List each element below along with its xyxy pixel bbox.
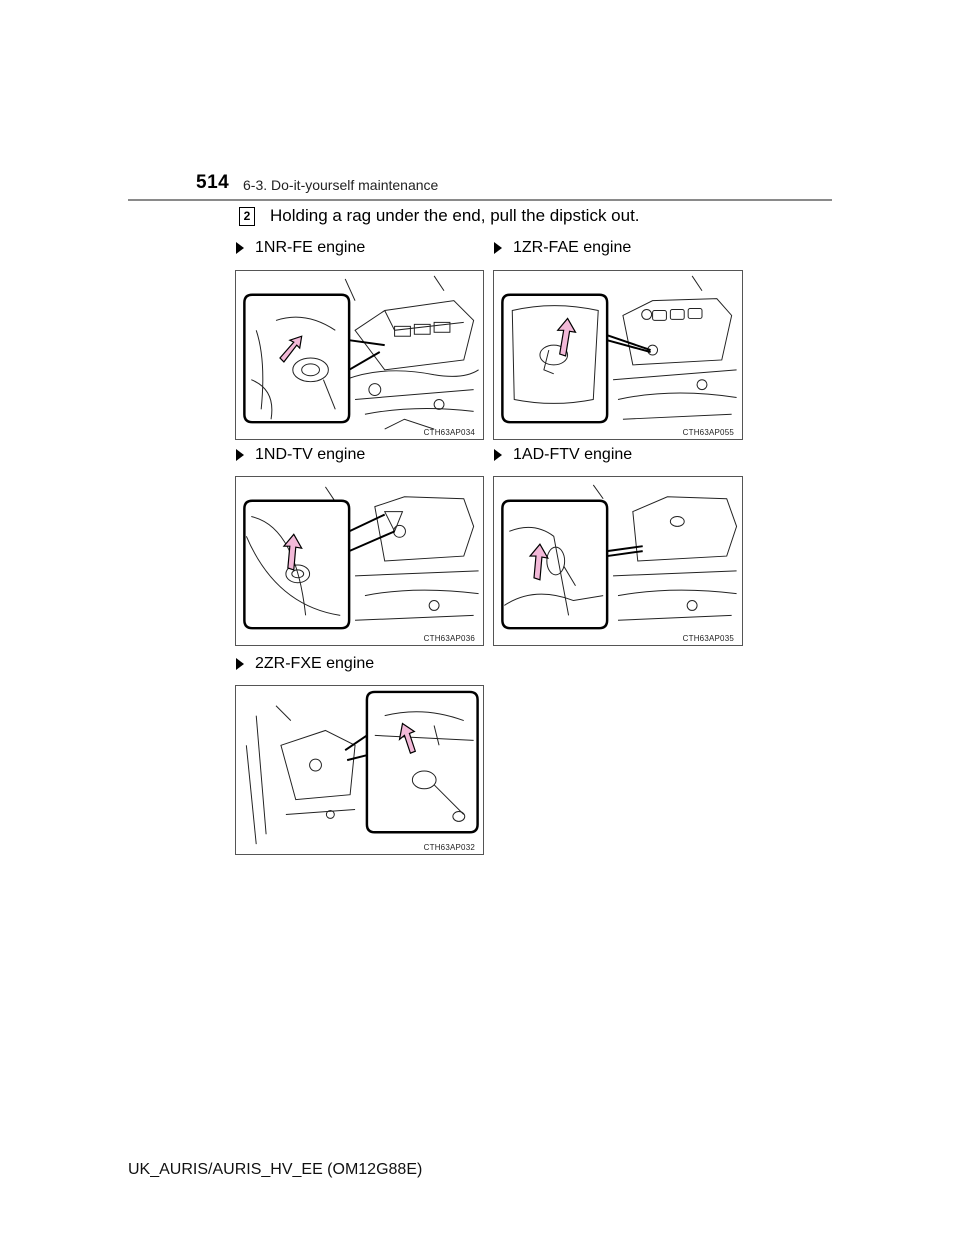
- engine-label-text: 1AD-FTV engine: [513, 446, 633, 463]
- engine-illustration: [236, 271, 483, 439]
- figure-2zr-fxe-engine: [235, 685, 484, 855]
- engine-illustration: [236, 686, 483, 854]
- header-divider: [128, 199, 832, 201]
- triangle-bullet-icon: [236, 242, 244, 254]
- engine-illustration: [494, 477, 742, 645]
- figure-code: CTH63AP034: [423, 428, 475, 437]
- page-number: 514: [196, 172, 230, 193]
- step-instruction: Holding a rag under the end, pull the dipstick out.: [270, 206, 640, 225]
- engine-label-text: 1ND-TV engine: [255, 446, 366, 463]
- engine-label-1nd-tv: [236, 446, 365, 464]
- figure-code: CTH63AP036: [423, 634, 475, 643]
- step-number-badge: 2: [239, 207, 255, 226]
- footer-model-code: UK_AURIS/AURIS_HV_EE (OM12G88E): [128, 1161, 423, 1178]
- figure-code: CTH63AP032: [423, 843, 475, 852]
- engine-label-2zr-fxe: [236, 655, 374, 673]
- figure-1nr-fe-engine: [235, 270, 484, 440]
- engine-label-1ad-ftv: [494, 446, 632, 464]
- figure-1nd-tv-engine: [235, 476, 484, 646]
- engine-label-text: 1ZR-FAE engine: [513, 239, 632, 256]
- engine-label-1zr-fae: [494, 239, 631, 257]
- figure-1zr-fae-engine: [493, 270, 743, 440]
- figure-code: CTH63AP035: [682, 634, 734, 643]
- figure-code: CTH63AP055: [682, 428, 734, 437]
- engine-label-1nr-fe: [236, 239, 365, 257]
- engine-illustration: [494, 271, 742, 439]
- engine-label-text: 1NR-FE engine: [255, 239, 366, 256]
- triangle-bullet-icon: [494, 242, 502, 254]
- section-title: 6-3. Do-it-yourself maintenance: [243, 177, 439, 193]
- engine-label-text: 2ZR-FXE engine: [255, 655, 375, 672]
- triangle-bullet-icon: [494, 449, 502, 461]
- triangle-bullet-icon: [236, 449, 244, 461]
- triangle-bullet-icon: [236, 658, 244, 670]
- engine-illustration: [236, 477, 483, 645]
- figure-1ad-ftv-engine: [493, 476, 743, 646]
